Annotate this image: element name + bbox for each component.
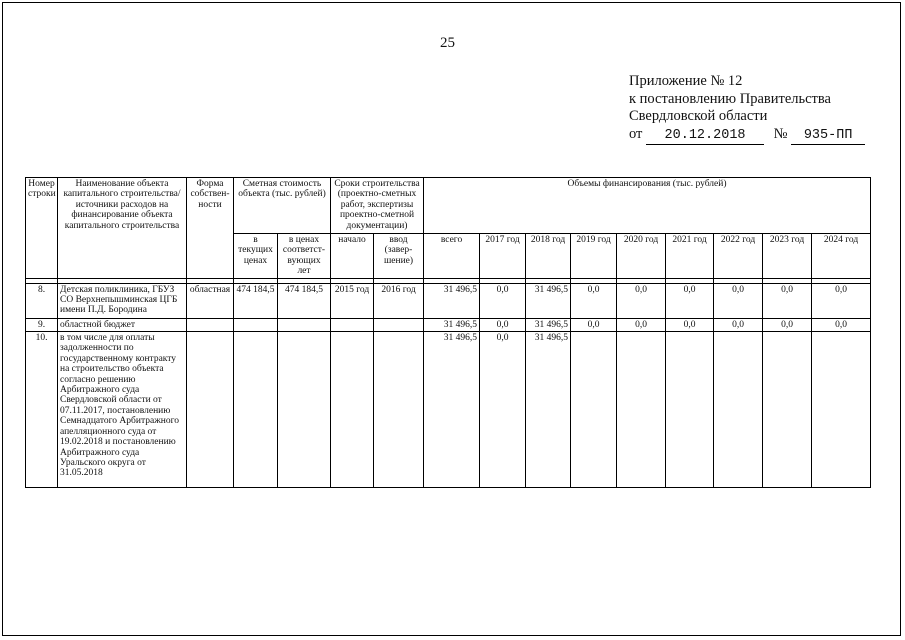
row-2019: 0,0 [571, 283, 617, 318]
row-2024: 0,0 [812, 318, 871, 331]
row-total: 31 496,5 [424, 332, 480, 488]
header-funding: Объемы финансирования (тыс. рублей) [424, 178, 871, 234]
row-2020 [617, 332, 666, 488]
row-2022: 0,0 [714, 318, 763, 331]
row-start [331, 318, 374, 331]
header-2018: 2018 год [526, 234, 571, 279]
header-start: начало [331, 234, 374, 279]
row-end [374, 332, 424, 488]
row-2024: 0,0 [812, 283, 871, 318]
row-2019: 0,0 [571, 318, 617, 331]
funding-table [25, 177, 871, 488]
row-total: 31 496,5 [424, 283, 480, 318]
row-2023: 0,0 [763, 318, 812, 331]
row-form [187, 332, 234, 488]
header-total: всего [424, 234, 480, 279]
header-cost-relevant: в ценах соответст-вующих лет [278, 234, 331, 279]
row-start [331, 332, 374, 488]
row-name: областной бюджет [58, 318, 187, 331]
row-cost-relevant [278, 332, 331, 488]
header-estimated-cost: Сметная стоимость объекта (тыс. рублей) [234, 178, 331, 234]
header-2021: 2021 год [666, 234, 714, 279]
row-2020: 0,0 [617, 283, 666, 318]
appendix-title: Приложение № 12 [629, 73, 743, 89]
header-2019: 2019 год [571, 234, 617, 279]
table-row [26, 283, 871, 318]
header-2022: 2022 год [714, 234, 763, 279]
decree-date: 20.12.2018 [646, 127, 764, 146]
page-number: 25 [440, 35, 455, 51]
row-end: 2016 год [374, 283, 424, 318]
header-2024: 2024 год [812, 234, 871, 279]
header-2020: 2020 год [617, 234, 666, 279]
row-form [187, 318, 234, 331]
table-row [26, 318, 871, 331]
date-prefix: от [629, 125, 643, 142]
row-cost-relevant [278, 318, 331, 331]
row-2019 [571, 332, 617, 488]
decree-number: 935-ПП [791, 127, 865, 146]
row-start: 2015 год [331, 283, 374, 318]
row-cost-current: 474 184,5 [234, 283, 278, 318]
row-2021: 0,0 [666, 318, 714, 331]
header-commissioning: ввод (завер-шение) [374, 234, 424, 279]
header-2023: 2023 год [763, 234, 812, 279]
header-object-name: Наименование объекта капитального строительства/ источники расходов на финансирование объекта капитального строительства [58, 178, 187, 279]
header-ownership-form: Форма собствен-ности [187, 178, 234, 279]
row-2020: 0,0 [617, 318, 666, 331]
appendix-region-line: Свердловской области [629, 108, 768, 124]
row-cost-current [234, 318, 278, 331]
row-2018: 31 496,5 [526, 318, 571, 331]
row-2024 [812, 332, 871, 488]
header-cost-current: в текущих ценах [234, 234, 278, 279]
row-number: 9. [26, 318, 58, 331]
number-prefix: № [773, 125, 788, 142]
header-2017: 2017 год [480, 234, 526, 279]
row-2018: 31 496,5 [526, 332, 571, 488]
row-cost-current [234, 332, 278, 488]
row-2017: 0,0 [480, 318, 526, 331]
row-2017: 0,0 [480, 332, 526, 488]
header-row-number: Номер строки [26, 178, 58, 279]
appendix-date-line [629, 126, 865, 146]
appendix-block [629, 73, 865, 145]
header-construction-terms: Сроки строительства (проектно-сметных работ, экспертизы проектно-сметной документации) [331, 178, 424, 234]
row-form: областная [187, 283, 234, 318]
row-2017: 0,0 [480, 283, 526, 318]
row-2023 [763, 332, 812, 488]
row-2022: 0,0 [714, 283, 763, 318]
row-name: в том числе для оплаты задолженности по государственному контракту на строительство объекта согласно решению Арбитражного суда Свердловской области от 07.11.2017, постановлению Семнадцатого Арбитражного апелляционного суда от 19.02.2018 и постановлению Арбитражного суда Уральского округа от 31.05.2018 [58, 332, 187, 488]
row-2022 [714, 332, 763, 488]
row-2018: 31 496,5 [526, 283, 571, 318]
row-cost-relevant: 474 184,5 [278, 283, 331, 318]
row-number: 10. [26, 332, 58, 488]
appendix-decree-line: к постановлению Правительства [629, 90, 831, 107]
row-number: 8. [26, 283, 58, 318]
row-total: 31 496,5 [424, 318, 480, 331]
row-end [374, 318, 424, 331]
row-2021 [666, 332, 714, 488]
row-name: Детская поликлиника, ГБУЗ СО Верхнепышминская ЦГБ имени П.Д. Бородина [58, 283, 187, 318]
row-2023: 0,0 [763, 283, 812, 318]
row-2021: 0,0 [666, 283, 714, 318]
header-row-1 [26, 178, 871, 234]
table-row [26, 332, 871, 488]
